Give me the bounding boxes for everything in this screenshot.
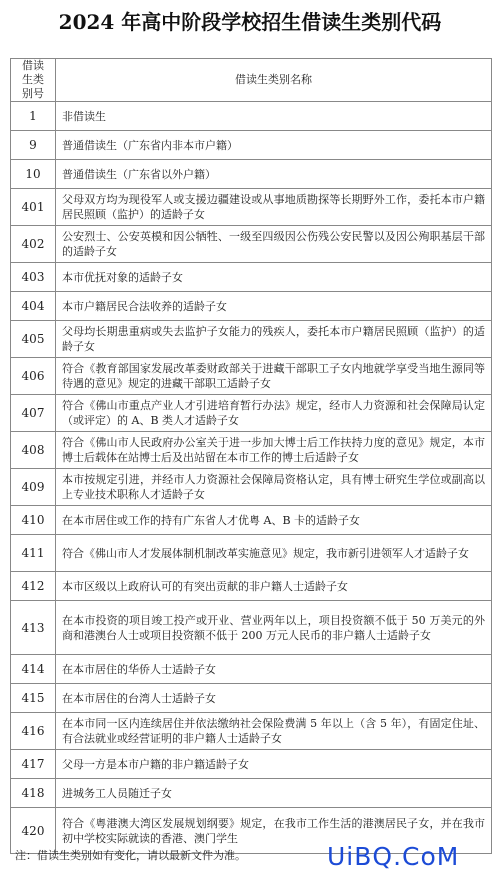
row-name: 父母均长期患重病或失去监护子女能力的残疾人，委托本市户籍居民照顾（监护）的适龄子女 (56, 321, 492, 358)
row-code: 415 (11, 684, 56, 713)
table-row (11, 358, 492, 395)
row-name: 符合《佛山市重点产业人才引进培育暂行办法》规定，经市人力资源和社会保障局认定（或评定）的 A、B 类人才适龄子女 (56, 395, 492, 432)
row-code: 414 (11, 655, 56, 684)
row-code: 406 (11, 358, 56, 395)
table-row (11, 779, 492, 808)
row-code: 407 (11, 395, 56, 432)
row-name: 本市按规定引进，并经市人力资源社会保障局资格认定，具有博士研究生学位或副高以上专业技术职称人才适龄子女 (56, 469, 492, 506)
table-row (11, 684, 492, 713)
row-code: 417 (11, 750, 56, 779)
table-row (11, 321, 492, 358)
row-name: 符合《粤港澳大湾区发展规划纲要》规定，在我市工作生活的港澳居民子女，并在我市初中学校实际就读的香港、澳门学生 (56, 808, 492, 854)
table-row (11, 160, 492, 189)
row-name: 父母双方均为现役军人或支援边疆建设或从事地质勘探等长期野外工作，委托本市户籍居民照顾（监护）的适龄子女 (56, 189, 492, 226)
row-name: 符合《教育部国家发展改革委财政部关于进藏干部职工子女内地就学享受当地生源同等待遇的意见》规定的进藏干部职工适龄子女 (56, 358, 492, 395)
table-row (11, 102, 492, 131)
row-code: 403 (11, 263, 56, 292)
table-row (11, 189, 492, 226)
row-name: 符合《佛山市人民政府办公室关于进一步加大博士后工作扶持力度的意见》规定，本市博士后载体在站博士后及出站留在本市工作的博士后适龄子女 (56, 432, 492, 469)
row-code: 413 (11, 601, 56, 655)
row-code: 416 (11, 713, 56, 750)
row-name: 本市户籍居民合法收养的适龄子女 (56, 292, 492, 321)
row-name: 普通借读生（广东省以外户籍） (56, 160, 492, 189)
row-name: 本市优抚对象的适龄子女 (56, 263, 492, 292)
row-code: 411 (11, 535, 56, 572)
row-code: 404 (11, 292, 56, 321)
row-name: 进城务工人员随迁子女 (56, 779, 492, 808)
row-name: 公安烈士、公安英模和因公牺牲、一级至四级因公伤残公安民警以及因公殉职基层干部的适龄子女 (56, 226, 492, 263)
row-code: 9 (11, 131, 56, 160)
row-code: 405 (11, 321, 56, 358)
row-code: 408 (11, 432, 56, 469)
header-name: 借读生类别名称 (56, 59, 492, 102)
row-name: 在本市居住的台湾人士适龄子女 (56, 684, 492, 713)
table-row (11, 535, 492, 572)
row-code: 409 (11, 469, 56, 506)
table-row (11, 713, 492, 750)
row-name: 在本市投资的项目竣工投产或开业、营业两年以上，项目投资额不低于 50 万美元的外商和港澳台人士或项目投资额不低于 200 万元人民币的非户籍人士适龄子女 (56, 601, 492, 655)
row-name: 本市区级以上政府认可的有突出贡献的非户籍人士适龄子女 (56, 572, 492, 601)
table-row (11, 655, 492, 684)
table-row (11, 469, 492, 506)
row-name: 非借读生 (56, 102, 492, 131)
row-code: 420 (11, 808, 56, 854)
watermark-logo: UiBQ.CoM (327, 842, 460, 871)
table-row (11, 131, 492, 160)
row-name: 在本市居住的华侨人士适龄子女 (56, 655, 492, 684)
table-row (11, 263, 492, 292)
category-code-table (10, 58, 492, 854)
table-row (11, 601, 492, 655)
table-header-row (11, 59, 492, 102)
row-code: 10 (11, 160, 56, 189)
row-code: 1 (11, 102, 56, 131)
row-code: 402 (11, 226, 56, 263)
table-row (11, 750, 492, 779)
table-row (11, 292, 492, 321)
table-row (11, 395, 492, 432)
row-name: 在本市居住或工作的持有广东省人才优粤 A、B 卡的适龄子女 (56, 506, 492, 535)
table-row (11, 226, 492, 263)
row-name: 父母一方是本市户籍的非户籍适龄子女 (56, 750, 492, 779)
row-name: 普通借读生（广东省内非本市户籍） (56, 131, 492, 160)
row-code: 401 (11, 189, 56, 226)
table-row (11, 506, 492, 535)
row-code: 410 (11, 506, 56, 535)
row-code: 412 (11, 572, 56, 601)
page-title: 2024 年高中阶段学校招生借读生类别代码 (58, 10, 442, 34)
row-name: 在本市同一区内连续居住并依法缴纳社会保险费满 5 年以上（含 5 年），有固定住址、有合法就业或经营证明的非户籍人士适龄子女 (56, 713, 492, 750)
footnote: 注：借读生类别如有变化，请以最新文件为准。 (15, 849, 246, 862)
row-name: 符合《佛山市人才发展体制机制改革实施意见》规定，我市新引进领军人才适龄子女 (56, 535, 492, 572)
table-row (11, 432, 492, 469)
table-row (11, 572, 492, 601)
row-code: 418 (11, 779, 56, 808)
header-code: 借读生类别号 (11, 59, 56, 102)
